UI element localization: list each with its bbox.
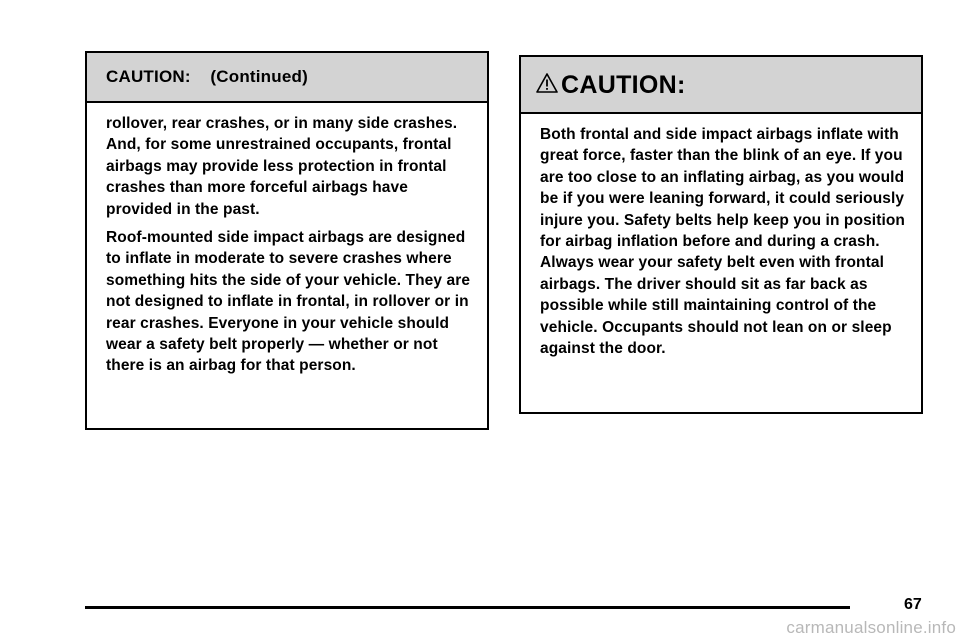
caution-header: [521, 57, 921, 114]
caution-body: [87, 103, 487, 377]
caution-header: [87, 53, 487, 103]
watermark: carmanualsonline.info: [786, 618, 956, 637]
page-number: 67: [904, 596, 922, 613]
caution-box-continued: [85, 51, 489, 430]
caution-header-label: CAUTION: (Continued): [106, 67, 308, 86]
caution-paragraph-1: Both frontal and side impact airbags inflate with great force, faster than the blink of an eye. If you are too close to an inflating airbag, as you would be if you were leaning forward, it could seriously injure you. Safety belts help keep you in position for airbag inflation before and during a crash. Always wear your safety belt even with frontal airbags. The driver should sit as far back as possible while still maintaining control of the vehicle. Occupants should not lean on or sleep against the door.: [540, 126, 906, 358]
warning-triangle-icon: [536, 72, 558, 94]
caution-paragraph-1: rollover, rear crashes, or in many side crashes. And, for some unrestrained occupants, frontal airbags may provide less protection in frontal crashes than more forceful airbags have provided in the past.: [106, 115, 458, 218]
footer-rule: [85, 606, 850, 609]
caution-box: [519, 55, 923, 414]
caution-body: [521, 114, 921, 359]
caution-header-label: CAUTION:: [561, 71, 686, 99]
caution-paragraph-2: Roof-mounted side impact airbags are designed to inflate in moderate to severe crashes where something hits the side of your vehicle. They are not designed to inflate in frontal, in rollover or in rear crashes. Everyone in your vehicle should wear a safety belt properly — whether or not there is an airbag for that person.: [106, 229, 471, 375]
